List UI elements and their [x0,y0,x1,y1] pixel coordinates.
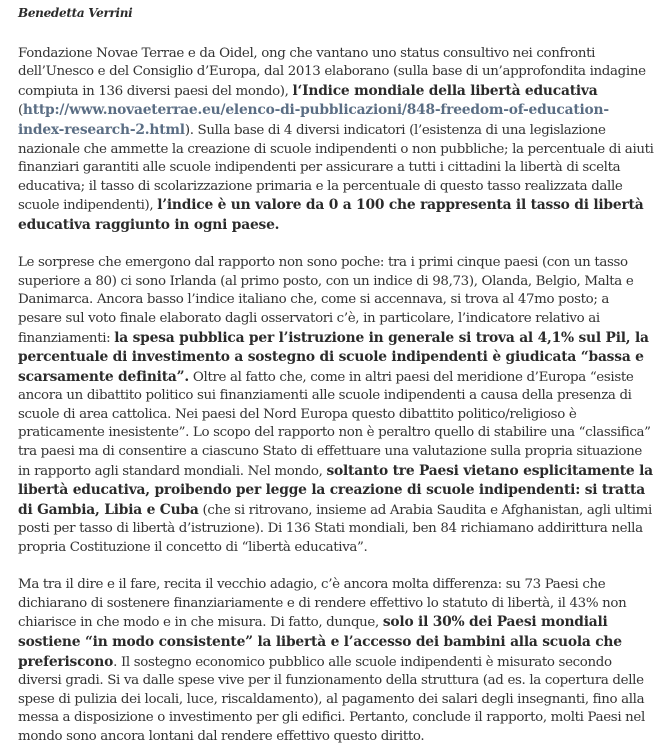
bold-index-definition: l’indice è un valore da 0 a 100 che rappresenta il tasso di libertà educativa raggiunto in ogni paese. [18,197,644,233]
paragraph-text: Ma tra il dire e il fare, recita il vecchio adagio, c’è ancora molta differenza: su 73 Paesi che dichiarano di sostenere finanziariamente e di rendere effettivo lo statuto di libertà, il 43% non chiarisce in che modo e in che misura. Di fatto, dunque, [18,577,627,631]
paragraph-text: ). Sulla base di 4 diversi indicatori (l’esistenza di una legislazione nazionale che ammette la creazione di scuole indipendenti o non pubbliche; la percentuale di aiuti finanziari garantiti alle scuole indipendenti per assicurare a tutti i cittadini la libertà di scelta educativa; il tasso di scolarizzazione primaria e la percentuale di questo tasso realizzata dalle scuole indipendenti), [18,122,654,214]
bold-public-spending: la spesa pubblica per l’istruzione in generale si trova al 4,1% sul Pil, la percentuale di investimento a sostegno di scuole indipendenti è giudicata “bassa e scarsamente definita”. [18,329,649,385]
paragraph-1 [18,45,655,236]
bold-thirty-percent: solo il 30% dei Paesi mondiali sostiene “in modo consistente” la libertà e l’accesso dei bambini alla scuola che preferiscono [18,614,622,670]
paragraph-text: . Il sostegno economico pubblico alle scuole indipendenti è misurato secondo diversi gradi. Si va dalle spese vive per il funzionamento della struttura (ad es. la copertura delle spese di pulizia dei locali, luce, riscaldamento), al pagamento dei salari degli insegnanti, fino alla messa a disposizione o investimento per gli edifici. Pertanto, conclude il rapporto, molti Paesi nel mondo sono ancora lontani dal rendere effettivo questo diritto. [18,654,645,744]
paragraph-text: Oltre al fatto che, come in altri paesi del meridione d’Europa “esiste ancora un dibattito politico sui finanziamenti alle scuole indipendenti a causa della presenza di scuole di area cattolica. Nei paesi del Nord Europa questo dibattito politico/religioso è praticamente inesistente”. Lo scopo del rapporto non è peraltro quello di stabilire una “classifica” tra paesi ma di consentire a ciascuno Stato di effettuare una valutazione sulla propria situazione in rapporto agli standard mondiali. Nel mondo, [18,369,651,479]
paragraph-text: (che si ritrovano, insieme ad Arabia Saudita e Afghanistan, agli ultimi posti per tasso di libertà d’istruzione). Di 136 Stati mondiali, ben 84 richiamano addirittura nella propria Costituzione il concetto di “libertà educativa”. [18,502,652,556]
report-link[interactable]: http://www.novaeterrae.eu/elenco-di-pubblicazioni/848-freedom-of-education-index-research-2.html [18,102,609,138]
paragraph-text: Le sorprese che emergono dal rapporto non sono poche: tra i primi cinque paesi (con un tasso superiore a 80) ci sono Irlanda (al primo posto, con un indice di 98,73), Olanda, Belgio, Malta e Danimarca. Ancora basso l’indice italiano che, come si accennava, si trova al 47mo posto; a pesare sul voto finale elaborato dagli osservatori c’è, in particolare, l’indicatore relativo ai finanziamenti: [18,255,634,346]
paragraph-2 [18,254,655,558]
paragraph-3 [18,576,655,746]
article-author: Benedetta Verrini [18,6,133,20]
bold-index-title: l‘Indice mondiale della libertà educativa [292,82,598,99]
paragraph-text: ( [18,103,23,119]
bold-three-countries: soltanto tre Paesi vietano esplicitamente la libertà educativa, proibendo per legge la creazione di scuole indipendenti: si tratta di Gambia, Libia e Cuba [18,462,653,518]
paragraph-text: Fondazione Novae Terrae e da Oidel, ong che vantano uno status consultivo nei confronti dell’Unesco e del Consiglio d’Europa, dal 2013 elaborano (sulla base di un’approfondita indagine compiuta in 136 diversi paesi del mondo), [18,45,646,99]
